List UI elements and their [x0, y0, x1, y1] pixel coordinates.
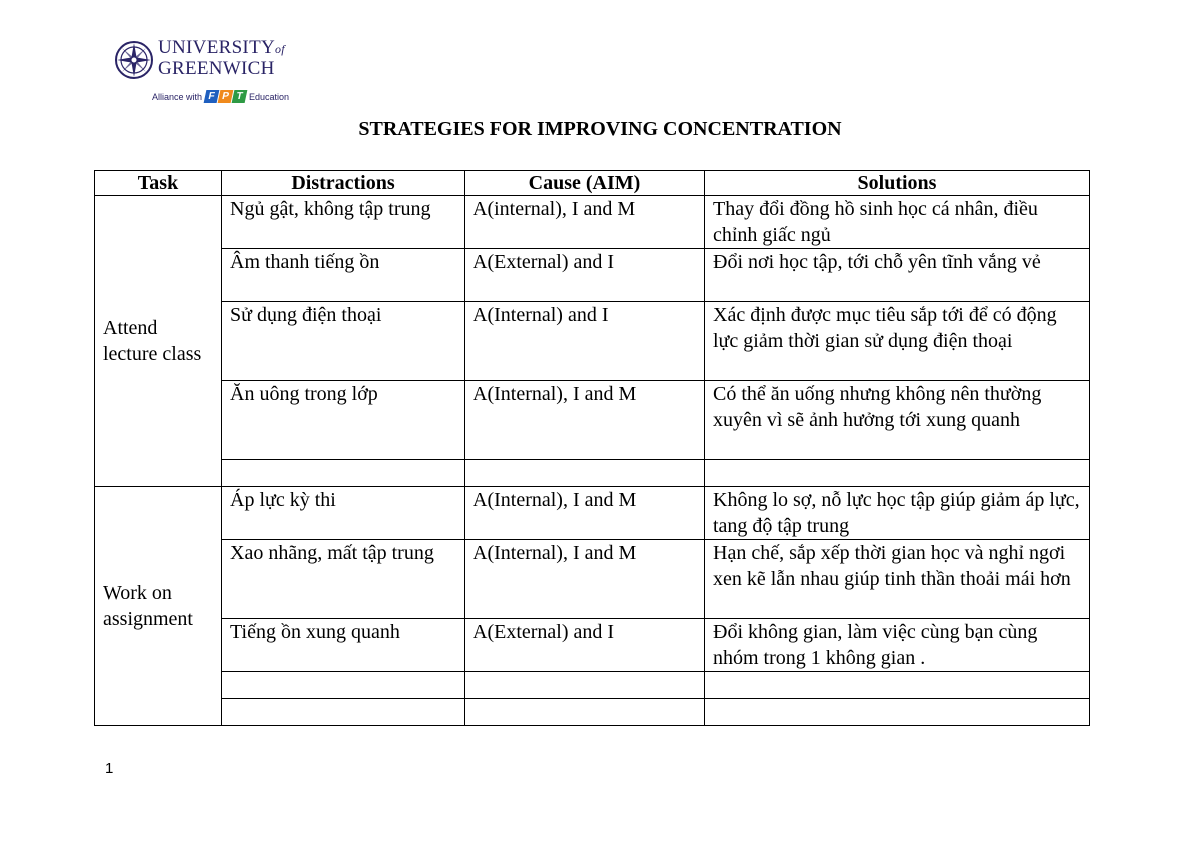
strategies-table	[94, 170, 1090, 726]
table-row	[95, 540, 1090, 619]
cause-cell: A(Internal), I and M	[465, 487, 705, 540]
cause-cell: A(Internal), I and M	[465, 540, 705, 619]
table-row	[95, 619, 1090, 672]
cause-cell: A(internal), I and M	[465, 196, 705, 249]
header-solutions: Solutions	[705, 171, 1090, 196]
distraction-cell	[222, 699, 465, 726]
fpt-logo: F P T	[205, 90, 246, 103]
page-number: 1	[105, 760, 114, 777]
solution-cell: Đổi nơi học tập, tới chỗ yên tĩnh vắng vẻ	[705, 249, 1090, 302]
header-task: Task	[95, 171, 222, 196]
solution-cell: Thay đổi đồng hồ sinh học cá nhân, điều chỉnh giấc ngủ	[705, 196, 1090, 249]
distraction-cell: Ngủ gật, không tập trung	[222, 196, 465, 249]
solution-cell: Đổi không gian, làm việc cùng bạn cùng nhóm trong 1 không gian .	[705, 619, 1090, 672]
table-row	[95, 249, 1090, 302]
header-cause: Cause (AIM)	[465, 171, 705, 196]
solution-cell: Không lo sợ, nỗ lực học tập giúp giảm áp lực, tang độ tập trung	[705, 487, 1090, 540]
table-row	[95, 381, 1090, 460]
table-row	[95, 487, 1090, 540]
distraction-cell	[222, 460, 465, 487]
cause-cell	[465, 699, 705, 726]
distraction-cell: Áp lực kỳ thi	[222, 487, 465, 540]
table-row	[95, 460, 1090, 487]
distraction-cell: Sử dụng điện thoại	[222, 302, 465, 381]
table-header-row	[95, 171, 1090, 196]
solution-cell	[705, 699, 1090, 726]
university-logo	[108, 36, 298, 110]
table-row	[95, 196, 1090, 249]
distraction-cell	[222, 672, 465, 699]
distraction-cell: Xao nhãng, mất tập trung	[222, 540, 465, 619]
solution-cell	[705, 460, 1090, 487]
cause-cell	[465, 672, 705, 699]
distraction-cell: Âm thanh tiếng ồn	[222, 249, 465, 302]
document-title: STRATEGIES FOR IMPROVING CONCENTRATION	[358, 118, 842, 140]
distraction-cell: Ăn uông trong lớp	[222, 381, 465, 460]
compass-seal-icon	[114, 40, 154, 80]
cause-cell: A(External) and I	[465, 619, 705, 672]
solution-cell: Xác định được mục tiêu sắp tới để có động lực giảm thời gian sử dụng điện thoại	[705, 302, 1090, 381]
table-row	[95, 672, 1090, 699]
alliance-line: Alliance with F P T Education	[152, 91, 290, 102]
solution-cell	[705, 672, 1090, 699]
cause-cell: A(Internal), I and M	[465, 381, 705, 460]
university-wordmark: UNIVERSITYof GREENWICH	[158, 37, 285, 79]
cause-cell	[465, 460, 705, 487]
cause-cell: A(Internal) and I	[465, 302, 705, 381]
cause-cell: A(External) and I	[465, 249, 705, 302]
task-cell: Attend lecture class	[95, 196, 222, 487]
table-row	[95, 302, 1090, 381]
table-row	[95, 699, 1090, 726]
solution-cell: Hạn chế, sắp xếp thời gian học và nghỉ ngơi xen kẽ lẫn nhau giúp tinh thần thoải mái hơn	[705, 540, 1090, 619]
solution-cell: Có thể ăn uống nhưng không nên thường xuyên vì sẽ ảnh hưởng tới xung quanh	[705, 381, 1090, 460]
header-distractions: Distractions	[222, 171, 465, 196]
distraction-cell: Tiếng ồn xung quanh	[222, 619, 465, 672]
task-cell: Work on assignment	[95, 487, 222, 726]
